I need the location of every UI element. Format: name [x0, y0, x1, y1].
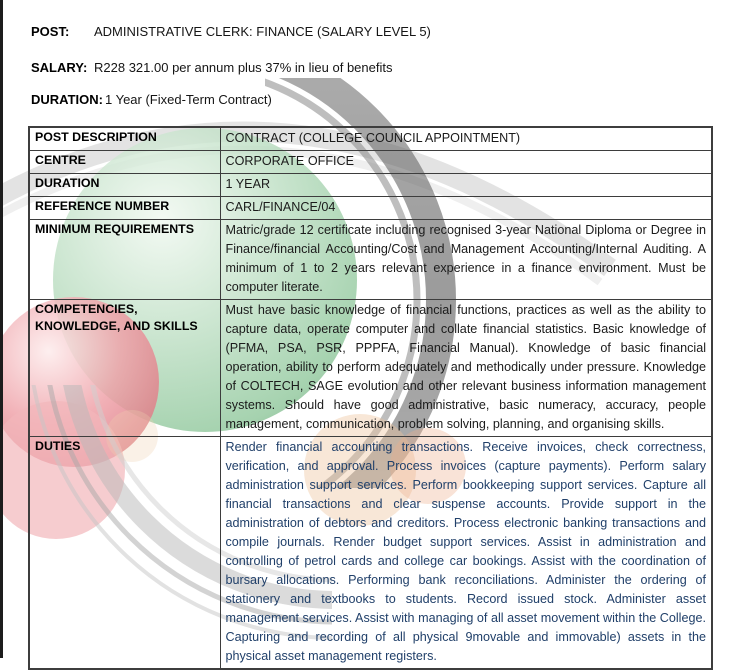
doc-header	[31, 24, 711, 108]
row-value: 1 YEAR	[220, 174, 712, 197]
post-label: POST:	[31, 24, 70, 39]
salary-label: SALARY:	[31, 60, 88, 75]
table-row-post-description	[29, 127, 712, 151]
row-label: REFERENCE NUMBER	[29, 197, 220, 220]
table-row-centre	[29, 151, 712, 174]
post-details-table	[28, 126, 713, 670]
post-value: ADMINISTRATIVE CLERK: FINANCE (SALARY LEVEL 5)	[94, 24, 431, 39]
row-label: DUTIES	[29, 437, 220, 670]
row-value: Matric/grade 12 certificate including recognised 3-year National Diploma or Degree in Finance/financial Accounting/Cost and Management Accounting/Internal Auditing. A minimum of 1 to 2 years relevant experience in a finance environment. Must be computer literate.	[220, 220, 712, 300]
salary-value: R228 321.00 per annum plus 37% in lieu of benefits	[94, 60, 393, 75]
table-row-reference-number	[29, 197, 712, 220]
table-row-duration	[29, 174, 712, 197]
row-label: DURATION	[29, 174, 220, 197]
row-label: POST DESCRIPTION	[29, 127, 220, 151]
row-label: COMPETENCIES, KNOWLEDGE, AND SKILLS	[29, 300, 220, 437]
row-value: CONTRACT (COLLEGE COUNCIL APPOINTMENT)	[220, 127, 712, 151]
page-left-edge	[0, 0, 3, 658]
table-row-minimum-requirements	[29, 220, 712, 300]
row-value: CORPORATE OFFICE	[220, 151, 712, 174]
row-value: Render financial accounting transactions. Receive invoices, check correctness, verification, and approval. Process invoices (capture payments). Perform salary administration support services. Perform bookkeeping support services. Capture all financial transactions and clear suspense accounts. Provide support in the administration of debtors and creditors. Process electronic banking transactions and compile journals. Render budget support services. Assist in administration and controlling of petrol cards and college car bookings. Assist with the coordination of bursary allocations. Performing bank reconciliations. Administer the ordering of stationery and textbooks to students. Record issued stock. Administer asset management services. Assist with managing of all asset movement within the College. Capturing and recording of all physical 9movable and immovable) assets in the physical asset management registers.	[220, 437, 712, 670]
table-row-duties	[29, 437, 712, 670]
row-value: CARL/FINANCE/04	[220, 197, 712, 220]
salary-line	[31, 60, 711, 76]
row-label: MINIMUM REQUIREMENTS	[29, 220, 220, 300]
table-row-competencies	[29, 300, 712, 437]
row-label: CENTRE	[29, 151, 220, 174]
post-line	[31, 24, 711, 40]
row-value: Must have basic knowledge of financial functions, practices as well as the ability to capture data, operate computer and collate financial statistics. Basic knowledge of (PFMA, PSA, PSR, PPPFA, Financial Manual). Knowledge of basic financial operation, ability to perform adequately and methodically under pressure. Knowledge of COLTECH, SAGE evolution and other relevant business information management systems. Should have good administrative, basic numeracy, accuracy, people management, communication, problem solving, planning, and organising skills.	[220, 300, 712, 437]
duration-label: DURATION:	[31, 92, 103, 107]
duration-value: 1 Year (Fixed-Term Contract)	[104, 92, 272, 107]
duration-line	[31, 92, 711, 108]
